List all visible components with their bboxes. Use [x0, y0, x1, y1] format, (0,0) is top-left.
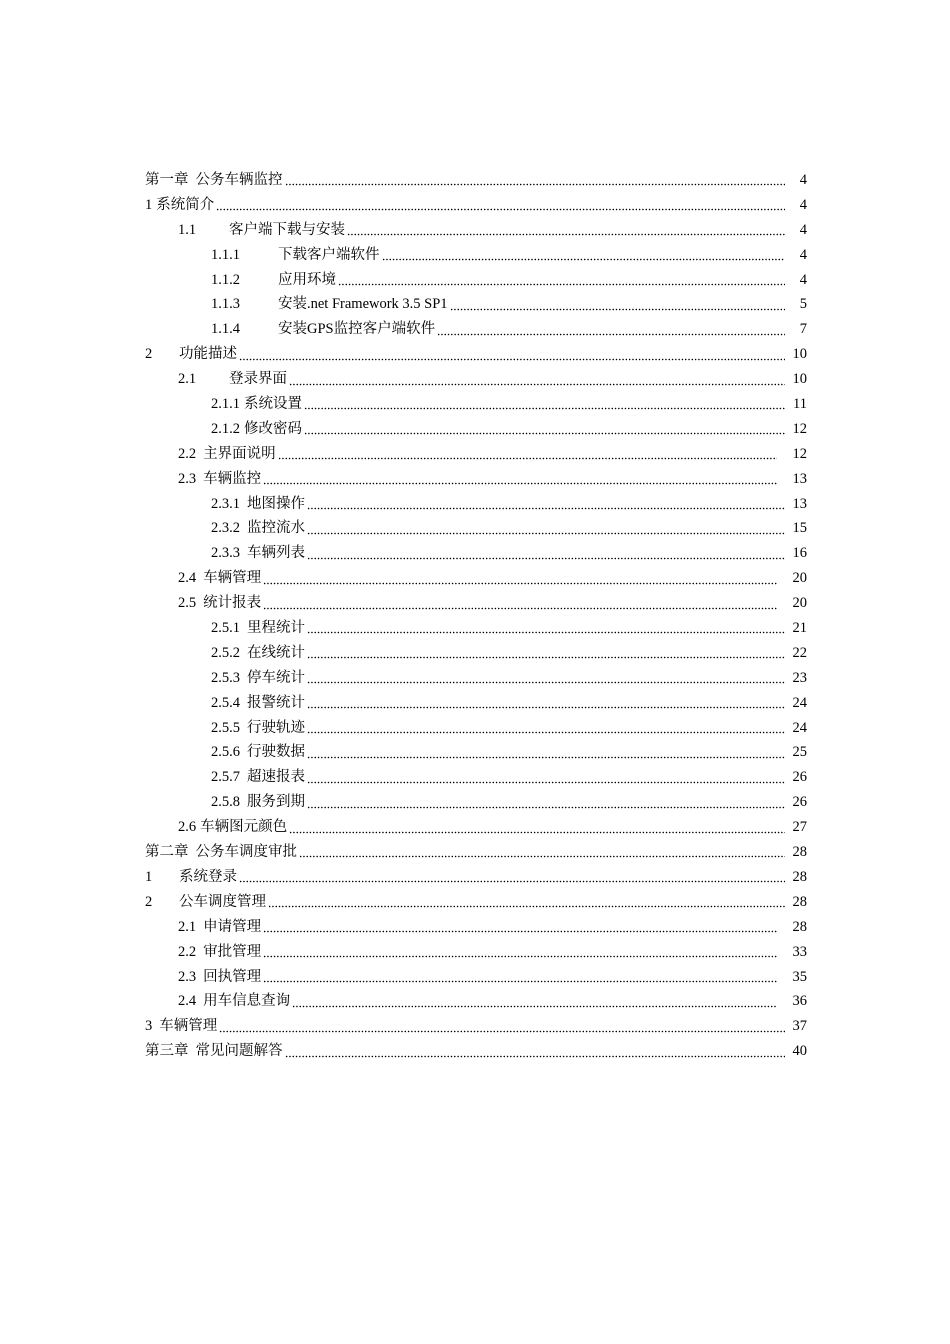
dot-leader — [307, 695, 785, 709]
toc-entry[interactable] — [145, 940, 807, 965]
toc-entry-title: 系统简介 — [156, 196, 215, 213]
dot-leader — [285, 172, 786, 186]
toc-entry-number: 2.1.2 — [211, 420, 240, 437]
toc-entry-number: 2.5 — [178, 595, 197, 612]
toc-entry[interactable] — [145, 616, 807, 641]
toc-entry[interactable] — [145, 218, 807, 243]
dot-leader — [382, 247, 786, 261]
dot-leader — [307, 670, 785, 684]
toc-entry-title: 公车调度管理 — [179, 893, 266, 910]
toc-entry[interactable] — [145, 716, 807, 741]
toc-entry[interactable] — [145, 691, 807, 716]
toc-entry[interactable] — [145, 442, 807, 467]
toc-entry-number: 2.4 — [178, 993, 197, 1010]
toc-entry[interactable] — [145, 193, 807, 218]
dot-leader — [450, 297, 785, 311]
toc-entry[interactable] — [145, 890, 807, 915]
toc-entry-number: 第二章 — [145, 844, 189, 861]
toc-entry[interactable] — [145, 317, 807, 342]
toc-entry-page-number: 12 — [792, 445, 807, 462]
toc-entry[interactable] — [145, 168, 807, 193]
toc-entry-number: 2.5.5 — [211, 719, 240, 736]
toc-entry-number: 2.4 — [178, 570, 197, 587]
toc-entry[interactable] — [145, 790, 807, 815]
dot-leader — [263, 471, 777, 485]
toc-entry-page-number: 26 — [792, 769, 807, 786]
toc-entry[interactable] — [145, 765, 807, 790]
toc-entry-title: 地图操作 — [247, 495, 305, 512]
toc-entry-title: 里程统计 — [247, 620, 305, 637]
toc-entry-number: 1.1.4 — [211, 321, 240, 338]
toc-entry[interactable] — [145, 566, 807, 591]
toc-entry-page-number: 37 — [792, 1018, 807, 1035]
dot-leader — [307, 645, 785, 659]
toc-entry-page-number: 24 — [792, 694, 807, 711]
toc-entry-page-number: 10 — [792, 346, 807, 363]
toc-entry-title: 报警统计 — [247, 694, 305, 711]
toc-entry[interactable] — [145, 268, 807, 293]
toc-entry-page-number: 28 — [792, 868, 807, 885]
table-of-contents — [145, 168, 807, 1064]
toc-entry[interactable] — [145, 467, 807, 492]
toc-entry-number: 1.1 — [178, 221, 197, 238]
dot-leader — [307, 745, 785, 759]
toc-entry-page-number: 11 — [793, 396, 807, 413]
toc-entry-number: 2.3.1 — [211, 495, 240, 512]
toc-entry-title: 安装GPS监控客户端软件 — [278, 321, 436, 338]
toc-entry-title: 审批管理 — [203, 943, 262, 960]
toc-entry-page-number: 28 — [792, 893, 807, 910]
toc-entry-page-number: 16 — [792, 545, 807, 562]
toc-entry-page-number: 23 — [792, 669, 807, 686]
dot-leader — [263, 596, 777, 610]
dot-leader — [304, 421, 785, 435]
toc-entry-page-number: 24 — [792, 719, 807, 736]
toc-entry-number: 1 — [145, 868, 153, 885]
toc-entry-number: 2.2 — [178, 943, 197, 960]
dot-leader — [289, 820, 785, 834]
toc-entry[interactable] — [145, 392, 807, 417]
toc-entry-title: 主界面说明 — [203, 445, 276, 462]
toc-entry-page-number: 15 — [792, 520, 807, 537]
toc-entry-page-number: 4 — [799, 196, 807, 213]
toc-entry-title: 系统登录 — [179, 868, 237, 885]
toc-entry-title: 公务车调度审批 — [195, 844, 297, 861]
dot-leader — [307, 496, 785, 510]
toc-entry-number: 2.2 — [178, 445, 197, 462]
toc-entry[interactable] — [145, 815, 807, 840]
toc-entry-title: 功能描述 — [179, 346, 237, 363]
toc-entry-title: 车辆管理 — [159, 1018, 218, 1035]
toc-entry-number: 1.1.2 — [211, 271, 240, 288]
toc-entry-page-number: 40 — [792, 1043, 807, 1060]
toc-entry-number: 2.5.2 — [211, 644, 240, 661]
toc-entry[interactable] — [145, 492, 807, 517]
dot-leader — [437, 322, 785, 336]
toc-entry-page-number: 22 — [792, 644, 807, 661]
dot-leader — [304, 396, 785, 410]
dot-leader — [219, 1019, 785, 1033]
toc-entry[interactable] — [145, 989, 807, 1014]
toc-entry-number: 2.6 — [178, 819, 197, 836]
toc-entry[interactable] — [145, 965, 807, 990]
toc-entry[interactable] — [145, 516, 807, 541]
toc-entry-number: 1.1.3 — [211, 296, 240, 313]
toc-entry-number: 2.5.8 — [211, 794, 240, 811]
toc-entry-number: 第一章 — [145, 172, 189, 188]
toc-entry[interactable] — [145, 840, 807, 865]
toc-entry-page-number: 4 — [799, 246, 807, 263]
toc-entry-title: 车辆监控 — [203, 470, 262, 487]
toc-entry-page-number: 33 — [792, 943, 807, 960]
toc-entry-number: 1 — [145, 196, 153, 213]
toc-entry-page-number: 35 — [792, 968, 807, 985]
toc-entry[interactable] — [145, 666, 807, 691]
dot-leader — [285, 1044, 786, 1058]
toc-entry[interactable] — [145, 541, 807, 566]
toc-entry[interactable] — [145, 915, 807, 940]
toc-entry-page-number: 5 — [799, 296, 807, 313]
toc-entry[interactable] — [145, 865, 807, 890]
dot-leader — [307, 770, 785, 784]
toc-entry-title: 回执管理 — [203, 968, 262, 985]
toc-entry-title: 服务到期 — [247, 794, 305, 811]
toc-entry-page-number: 10 — [792, 371, 807, 388]
toc-entry-title: 统计报表 — [203, 595, 262, 612]
toc-entry-page-number: 21 — [792, 620, 807, 637]
toc-entry-title: 车辆列表 — [247, 545, 305, 562]
toc-entry-number: 2.3 — [178, 968, 197, 985]
toc-entry-number: 2.5.3 — [211, 669, 240, 686]
toc-entry-page-number: 25 — [792, 744, 807, 761]
toc-entry[interactable] — [145, 1014, 807, 1039]
toc-entry-title: 常见问题解答 — [195, 1043, 283, 1060]
toc-entry-number: 2 — [145, 346, 153, 363]
toc-entry-title: 车辆图元颜色 — [200, 819, 288, 836]
dot-leader — [263, 571, 777, 585]
toc-entry-page-number: 28 — [792, 918, 807, 935]
toc-entry-title: 应用环境 — [278, 271, 336, 288]
toc-entry-page-number: 36 — [792, 993, 807, 1010]
toc-entry[interactable] — [145, 591, 807, 616]
toc-entry-page-number: 4 — [799, 172, 807, 188]
toc-entry-page-number: 4 — [799, 271, 807, 288]
toc-entry-number: 2.1.1 — [211, 396, 240, 413]
toc-entry[interactable] — [145, 1039, 807, 1064]
toc-entry-number: 2.1 — [178, 371, 197, 388]
toc-entry-title: 超速报表 — [247, 769, 305, 786]
dot-leader — [289, 372, 785, 386]
toc-entry-title: 停车统计 — [247, 669, 305, 686]
toc-entry-number: 2.5.6 — [211, 744, 240, 761]
dot-leader — [307, 795, 785, 809]
toc-entry-title: 修改密码 — [244, 420, 302, 437]
toc-entry-title: 下载客户端软件 — [278, 246, 380, 263]
toc-entry-title: 公务车辆监控 — [195, 172, 283, 188]
toc-entry-number: 2.5.4 — [211, 694, 240, 711]
toc-entry[interactable] — [145, 367, 807, 392]
dot-leader — [307, 546, 785, 560]
dot-leader — [307, 720, 785, 734]
toc-entry-title: 申请管理 — [203, 918, 262, 935]
toc-entry[interactable] — [145, 243, 807, 268]
toc-entry-number: 3 — [145, 1018, 153, 1035]
toc-entry-page-number: 20 — [792, 570, 807, 587]
dot-leader — [307, 620, 785, 634]
toc-entry-page-number: 20 — [792, 595, 807, 612]
toc-entry[interactable] — [145, 417, 807, 442]
dot-leader — [239, 347, 785, 361]
toc-entry-title: 行驶数据 — [247, 744, 305, 761]
toc-entry-title: 系统设置 — [244, 396, 302, 413]
toc-entry-page-number: 7 — [799, 321, 807, 338]
toc-entry-title: 车辆管理 — [203, 570, 262, 587]
dot-leader — [338, 272, 785, 286]
toc-entry-title: 客户端下载与安装 — [229, 221, 345, 238]
dot-leader — [268, 894, 785, 908]
toc-entry[interactable] — [145, 641, 807, 666]
dot-leader — [239, 869, 785, 883]
toc-entry-title: 用车信息查询 — [203, 993, 291, 1010]
dot-leader — [299, 844, 785, 858]
toc-entry-number: 2 — [145, 893, 153, 910]
dot-leader — [278, 446, 777, 460]
toc-entry-number: 2.3.3 — [211, 545, 240, 562]
dot-leader — [263, 944, 777, 958]
toc-entry-page-number: 4 — [799, 221, 807, 238]
toc-entry-number: 2.5.1 — [211, 620, 240, 637]
toc-entry[interactable] — [145, 292, 807, 317]
toc-entry-title: 监控流水 — [247, 520, 305, 537]
dot-leader — [307, 521, 785, 535]
toc-entry-title: 登录界面 — [229, 371, 287, 388]
dot-leader — [263, 919, 777, 933]
toc-entry-page-number: 13 — [792, 470, 807, 487]
toc-entry-title: 安装.net Framework 3.5 SP1 — [278, 296, 448, 313]
toc-entry-page-number: 13 — [792, 495, 807, 512]
toc-entry-number: 2.1 — [178, 918, 197, 935]
dot-leader — [292, 994, 777, 1008]
toc-entry-page-number: 26 — [792, 794, 807, 811]
toc-entry-number: 第三章 — [145, 1043, 189, 1060]
toc-entry-number: 2.3 — [178, 470, 197, 487]
toc-entry[interactable] — [145, 342, 807, 367]
dot-leader — [263, 969, 777, 983]
toc-entry-page-number: 28 — [792, 844, 807, 861]
toc-entry-title: 行驶轨迹 — [247, 719, 305, 736]
toc-entry-page-number: 12 — [792, 420, 807, 437]
dot-leader — [347, 222, 785, 236]
dot-leader — [216, 197, 785, 211]
toc-entry-number: 2.3.2 — [211, 520, 240, 537]
toc-entry-title: 在线统计 — [247, 644, 305, 661]
toc-entry-number: 2.5.7 — [211, 769, 240, 786]
toc-entry[interactable] — [145, 740, 807, 765]
toc-entry-number: 1.1.1 — [211, 246, 240, 263]
toc-entry-page-number: 27 — [792, 819, 807, 836]
